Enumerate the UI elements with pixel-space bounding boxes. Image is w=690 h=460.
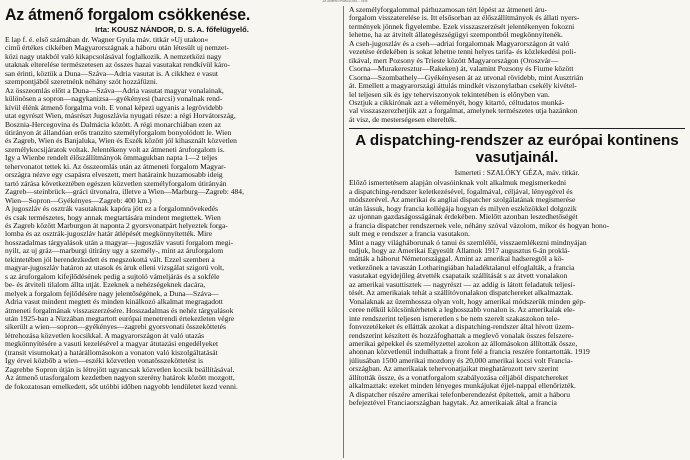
text-line: alkalmaztak: ezeket minden lényeges munkájukat éjjel-nappal ellenőrizték. xyxy=(349,382,576,391)
text-line: E lap f. é. első számában dr. Wagner Gyula máv. titkár »Uj utakon« xyxy=(5,36,209,44)
text-line: cimű értékes cikkében Magyarországnak a háboru után létesült uj nemzet- xyxy=(5,44,230,53)
text-line: Igy a Wienbe rendelt élőszállítmányok ömmagukban napta 1—2 teljes xyxy=(5,154,218,163)
text-line: lomba és az osztrák-jugoszláv határ átlépését megkönnyítették. Mire xyxy=(5,230,213,239)
text-line: át visz, de mesterségesen elterelték. xyxy=(349,115,457,124)
right-continued-text xyxy=(349,6,685,124)
text-line: vetkezőnek a tavaszán Lotharingiában haladéktalanul elfoglalták, a francia xyxy=(349,263,575,272)
text-line: mátták a háborut Németországgal. Amint az amerikai hadseregtől a kö- xyxy=(349,255,565,264)
text-line: országban. Az amerikaiak tehervonatjaikat meghatározott terv szerint xyxy=(349,365,559,374)
text-line: lehetne, ha az átvitelt állategészségügyi szempontból megkönnyítenék. xyxy=(349,31,563,40)
text-line: rendszerint készített és hozzáfoghattak a meglevő vonalak összes felszere- xyxy=(349,331,574,340)
text-line: A személyforgalommal párhuzamosan tért lépést az átmeneti áru- xyxy=(349,6,547,14)
text-line: az amerikai vasuttisztek — nagyrészt — az addig is látott feladatuk teljesí- xyxy=(349,280,576,289)
text-line: átmeneti forgalmának visszaszerzésére. Hosszadalmas és nehéz tárgyalások xyxy=(5,306,234,315)
text-line: a dispatching-rendszer keletkezésével, fogalmával, céljával, lényegével és xyxy=(349,187,573,196)
text-line: fonvezetékeket és ellátták azokat a dispatching-rendszer által hívott üzem- xyxy=(349,323,574,332)
text-line: s az áruforgalom kifejlődésének pedig a sujtoló vámeljárás és a sokféle xyxy=(5,272,220,281)
text-line: közi nagy utakból való kikapcsolásával foglalkozik. A nemzetközi nagy xyxy=(5,52,222,61)
text-line: de fokozatosan emelkedett, sőt utóbbi időben nagyobb lendületet kezd venni. xyxy=(5,382,238,391)
right-article-byline: Ismerteti : SZALÓKY GÉZA, máv. titkár. xyxy=(454,168,580,178)
right-article-title: A dispatching-rendszer az európai kontinens vasutjainál. xyxy=(355,132,679,167)
text-line: után 1925-ban a Nizzában megtartott európai menetrendi értekezleten végre xyxy=(5,314,235,323)
text-line: és csak természetes, hogy annak megtartására mindent megtettek. Wien xyxy=(5,213,221,222)
text-line: létrehozása közvetlen kocsikkal. A magyarországon át való utazás xyxy=(5,331,205,340)
text-line: san érinti, köztük a Duna—Száva—Adria vasutat is. A cikkhez e vasut xyxy=(5,69,218,78)
text-line: melyek a forgalom fejlődésére nagy jelentőségének, a Duna—Száva— xyxy=(5,289,219,298)
text-line: módszerével. Az amerikai és angliai dispatcher szolgálatának megismerése xyxy=(349,196,576,205)
text-line: magyar-jugoszláv határon az utasok és áruk elleni vizsgálat szigorú volt, xyxy=(5,264,225,273)
text-line: Zagreb—steinbrück—gráci útvonalra, illetve a Wien—Marburg—Zagreb: 484, xyxy=(5,188,244,197)
text-line: Osztjuk a cikkirónak azt a véleményét, hogy kitartó, céltudatos munká- xyxy=(349,98,565,107)
text-line: vasutakat egyidejűleg átvették csapataik szállítását s az átvett vonalakon xyxy=(349,272,568,281)
text-line: ahonnan közvetlenül indulhattak a front felé a francia reszére fontartották. 1919 xyxy=(349,348,590,357)
text-line: és Zagreb, Wien és Banjaluka, Wien és Eszék között jól kihasznált közvetlen xyxy=(5,137,237,146)
left-column xyxy=(5,6,339,458)
text-line: után lássuk, hogy francia kollégája hogyan és milyen eszközökkel dolgozik xyxy=(349,204,577,213)
text-line: és Zagreb között Marburgon át naponta 2 gyorsvonatpárt helyeztek forga- xyxy=(5,221,228,230)
text-line: lel teljesen sík és így teherviszonyok tekintetében is előnyben van. xyxy=(349,90,550,99)
text-line: be- és átviteli tilalom állta utját. Ezeknek a nehézségeknek dacára, xyxy=(5,281,206,290)
text-line: A cseh-jugoszláv és a cseh—adriai forgalomnak Magyarországon át való xyxy=(349,39,570,48)
article-separator xyxy=(349,128,685,129)
text-line: tartó zárása következtében egészen közvetlen személyforgalom útirányán xyxy=(5,179,227,188)
text-line: tését. Az amerikaiak tehát a szállítóvonalakon dispatchereket alkalmaztak. xyxy=(349,289,574,298)
text-line: Adria vasut mindent megtett és minden kinálkozó alkalmat megragadott xyxy=(5,298,223,307)
text-line: inte rendszerint teljesen ismeretlen s be nem szerelt szakaszokon tele- xyxy=(349,314,560,323)
text-line: állították össze, és a vonatforgalom szabályozása céljából dispatchereket xyxy=(349,373,569,382)
text-line: kívül élénk átmenő forgalma volt. E vonal képezi ugyanis a legrövidebb xyxy=(5,103,223,112)
text-line: a francia dispatcher rendszernek vele, néhány szóval vázolom, mikor és hogyan hono- xyxy=(349,221,610,230)
text-line: tikával, mert Pozsony és Trieste között Magyarországon (Oroszvár— xyxy=(349,56,559,65)
text-line: tehervonatot tettek ki. Az összeomlás után az átmeneti forgalom Magyar- xyxy=(5,162,227,171)
text-line: sikerült a wien—sopron—gyékényes—zagrebi gyorsvonati összeköttetés xyxy=(5,323,226,332)
right-column xyxy=(349,6,685,458)
left-article-title: Az átmenő forgalom csökkenése. xyxy=(5,6,251,24)
text-line: utaknak elterelése természetesen az összes hazai vasutakat rendkívül káro- xyxy=(5,61,231,70)
text-line: vezetése érdekében is sokat lehetne tenni helyes tarifa- és közlekedési poli- xyxy=(349,48,577,57)
text-line: Vonalaknak az üzemhossza olyan volt, hogy amerikai módszerük minden gép- xyxy=(349,297,586,306)
text-line: A jugoszláv és osztrák vasutaknak kapóra jött ez a forgalomnövekedés xyxy=(5,205,218,214)
text-line: Csorna—Szombathely—Gyékényesen át az utvonal rövidebb, mint Ausztrián xyxy=(349,73,584,82)
text-line: országra nézve egy csapásra elveszett, mert határaink huzamosabb ideig xyxy=(5,171,223,180)
text-line: személykocsijáratok voltak. Jelentékeny volt az átmeneti áruforgalom is. xyxy=(5,145,225,154)
text-line: szempontjából szeretnénk néhány szót hozzáfüzni. xyxy=(5,78,158,87)
text-line: megkönnyítésére a vasuti kezelésével a magyar átutazási engedélyeket xyxy=(5,340,219,349)
text-line: A dispatcher részére amerikai telefonberendezést építettek, amit a háboru xyxy=(349,390,571,399)
text-line: hosszadalmas tárgyalások után a magyar—jugoszláv vasuti forgalom megi- xyxy=(5,238,233,247)
text-line: az ujonnan gazdaságosságának érdekében. Mielőtt azonban leszedhetőségét xyxy=(349,213,578,222)
text-line: tudjuk, hogy az Amerikai Egyesült Államok 1917 augusztus 6-án proklá- xyxy=(349,246,570,255)
text-line: át. Emellett a magyarországi áttulás mindkét viszonylatban csekély kivétel- xyxy=(349,82,577,91)
text-line: Csorna—Murakeresztur—Rakeken) át, valamint Pozsony és Fiume között xyxy=(349,65,574,74)
text-line: val visszaszerezhetjük azt a forgalmat, amelynek természetes utja hazánkon xyxy=(349,107,578,116)
text-line: Az átmenő utasforgalom kezdetben nagyon szerény határok között mozgott, xyxy=(5,374,235,383)
text-line: nyilt, az uj gráz—marburgi útirány ugy a személy-, mint az áruforgalom xyxy=(5,247,224,256)
text-line: tekintetében jól berendezkedett és megszokottá vált. Ezzel szemben a xyxy=(5,255,215,264)
text-line: (transit visumokat) a határállomásokon a vonaton való kiszolgáltatását xyxy=(5,348,218,357)
text-line: Zagrebbe Sopron útján is létrejött ugyancsak közvetlen kocsik beállításával. xyxy=(5,365,235,374)
text-line: Mint a nagy világháborunak ó tanui és szemlélői, visszaemlékezni mindnyájan xyxy=(349,238,587,247)
left-article-byline: Irta: KOUSZ NÁNDOR, D. S. A. főfelügyelő. xyxy=(95,25,249,34)
left-article-body xyxy=(5,36,339,391)
text-line: amerikai gépekkel és személyzettel azokon az állomásokon állították össze, xyxy=(349,339,578,348)
right-article-body xyxy=(349,179,685,407)
text-line: ceree nélkül kölcsönkérhetek a leghosszabb vonalon is. Az amerikaiak ele- xyxy=(349,306,575,315)
text-line: sult meg e rendszer a francia vasutakon. xyxy=(349,230,470,239)
text-line: útirányon át állandóan erős tranzito személyforgalom bonyolódott le. Wien xyxy=(5,128,232,137)
text-line: forgalom visszaterelése is. Itt elsősorban az élőszállítmányok és állati nyers- xyxy=(349,14,580,23)
text-line: júliusában 1500 amerikai mozdony és 20,000 amerikai kocsi volt Francia- xyxy=(349,356,573,365)
text-line: Igy érvei közbőb a wien—eszéki közvetlen vonatösszeköttetést is xyxy=(5,357,204,366)
text-line: befejeztével Franciaországban hagytak. Az amerikaiak által a francia xyxy=(349,399,557,408)
text-line: Előző ismertetésem alapján olvasóinknak volt alkalmuk megismerkedni xyxy=(349,179,567,188)
text-line: utat egyrészt Wien, másrészt Jugoszlávia nyugati része: a régi Horvátország, xyxy=(5,112,236,121)
column-divider xyxy=(343,6,344,458)
text-line: termények jönnek figyelembe. Ezek visszaszerzését jelentékenyen fokozni xyxy=(349,22,575,31)
text-line: Bosznia-Hercegovina és Dalmácia között. A régi monarchiában ezen az xyxy=(5,120,222,129)
text-line: különösen a sopron—nagykanizsa—gyékényesi (barcsi) vonalnak rend- xyxy=(5,95,223,104)
masthead: AZ ÁTMENŐ FORGALOM — 1930 xyxy=(322,0,368,3)
text-line: Az összeomlás előtt a Duna—Száva—Adria vasutat magyar vonalainak, xyxy=(5,86,224,95)
text-line: Wien—Sopron—Gyékényes—Zagreb: 400 km.) xyxy=(5,196,152,205)
